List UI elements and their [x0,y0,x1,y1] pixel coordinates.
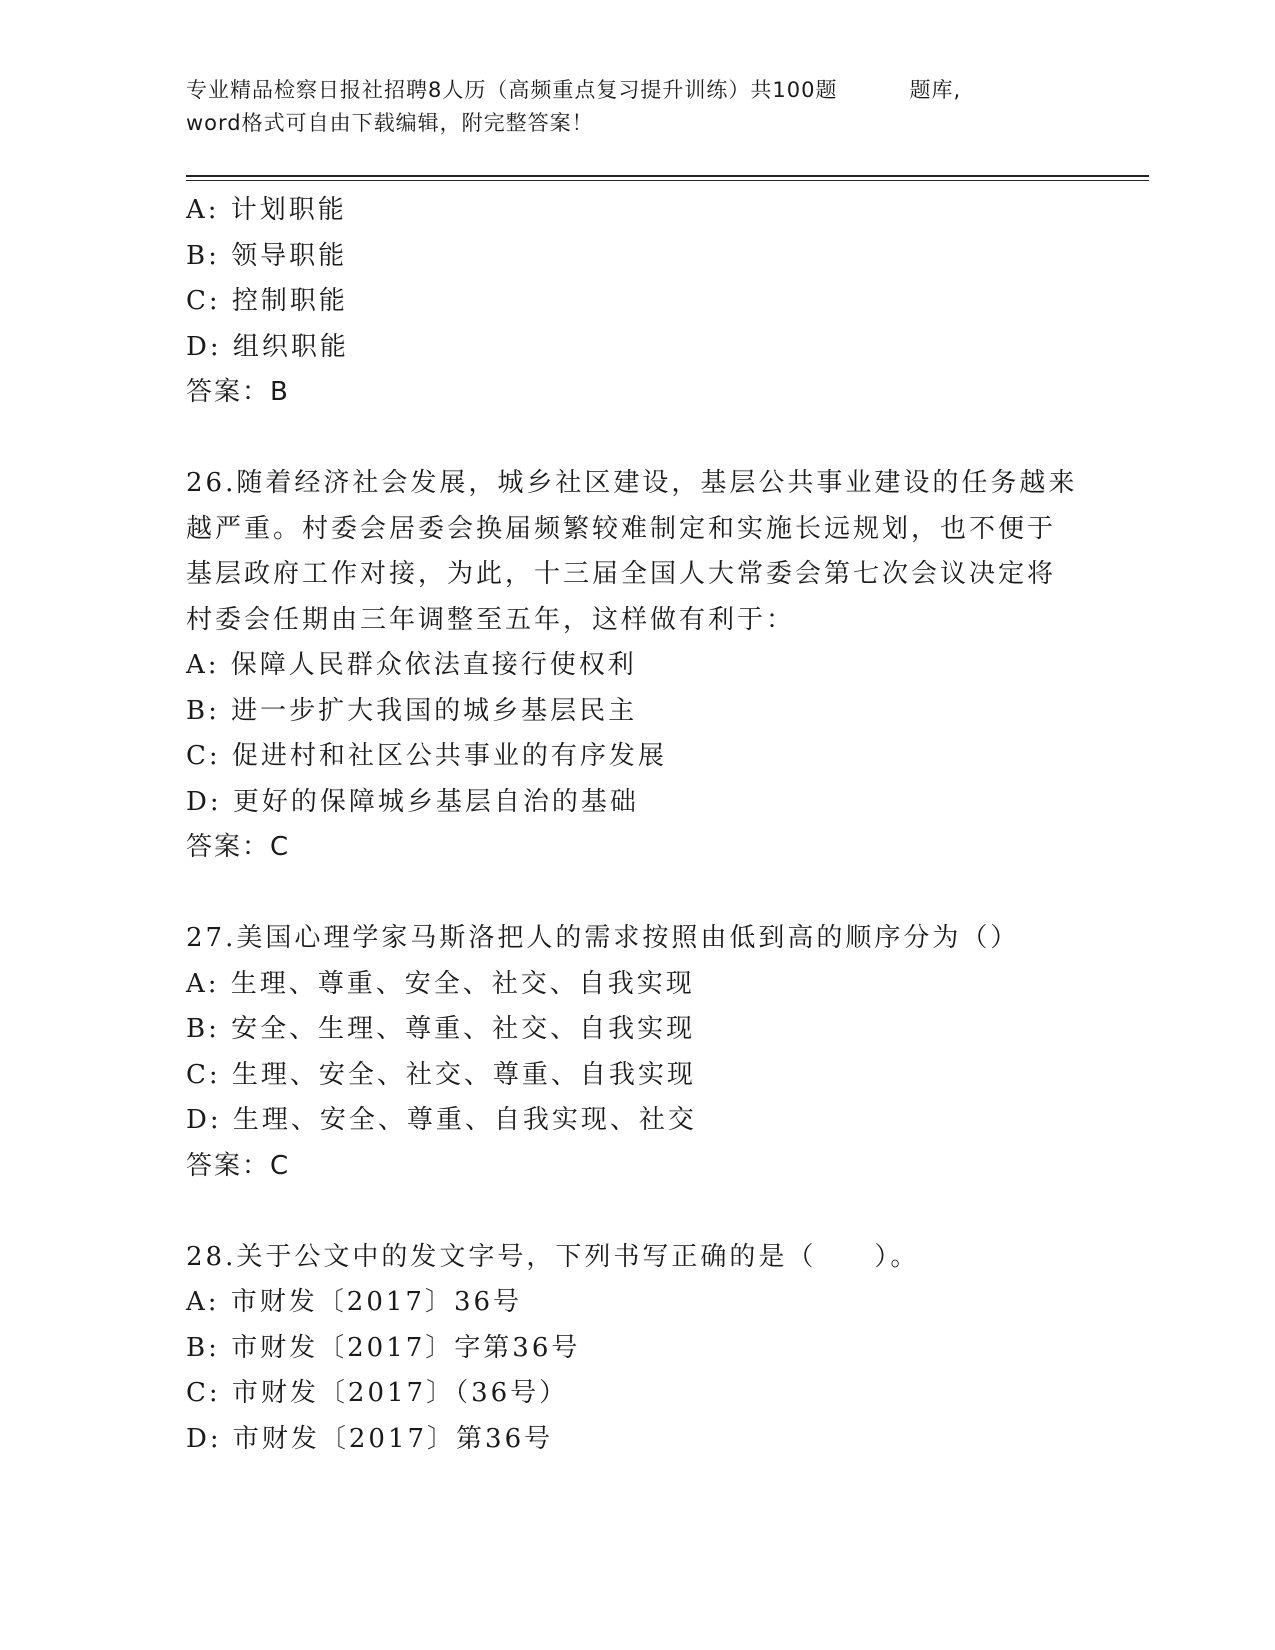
question-stem-line: 27.美国心理学家马斯洛把人的需求按照由低到高的顺序分为（） [186,923,1020,953]
question-list [186,188,1086,1462]
header-suffix: 题库, [909,78,962,102]
question-26 [186,461,1086,871]
question-25 [186,188,1086,416]
header-divider-thick [186,175,1149,177]
question-stem-line: 越严重。村委会居委会换届频繁较难制定和实施长远规划，也不便于 [186,513,1057,544]
option-a: A: 计划职能 [186,195,347,225]
question-stem-line: 28.关于公文中的发文字号，下列书写正确的是（ ）。 [186,1241,920,1272]
option-d: D: 更好的保障城乡基层自治的基础 [186,786,639,817]
document-header [186,74,1086,140]
option-c: C: 生理、安全、社交、尊重、自我实现 [186,1059,696,1090]
option-b: B: 市财发〔2017〕字第36号 [186,1332,581,1363]
answer: 答案：C [186,832,291,862]
header-line-1 [186,74,1086,107]
header-divider-thin [186,180,1149,181]
option-c: C: 控制职能 [186,286,348,316]
answer: 答案：C [186,1150,291,1181]
option-a: A: 市财发〔2017〕36号 [186,1287,523,1317]
header-title: 专业精品检察日报社招聘8人历（高频重点复习提升训练）共100题 [186,78,838,102]
header-line-2: word格式可自由下载编辑，附完整答案！ [186,111,594,135]
answer: 答案：B [186,377,290,407]
option-a: A: 保障人民群众依法直接行使权利 [186,650,637,680]
question-28 [186,1235,1086,1463]
option-b: B: 进一步扩大我国的城乡基层民主 [186,695,638,726]
question-27 [186,916,1086,1189]
option-b: B: 领导职能 [186,240,348,271]
option-c: C: 市财发〔2017〕（36号） [186,1378,569,1408]
question-stem-line: 村委会任期由三年调整至五年，这样做有利于： [186,604,796,635]
question-stem-line: 基层政府工作对接，为此，十三届全国人大常委会第七次会议决定将 [186,559,1057,589]
option-d: D: 市财发〔2017〕第36号 [186,1423,554,1454]
option-b: B: 安全、生理、尊重、社交、自我实现 [186,1014,696,1044]
option-d: D: 组织职能 [186,331,349,362]
question-stem-line: 26.随着经济社会发展，城乡社区建设，基层公共事业建设的任务越来 [186,468,1078,498]
option-a: A: 生理、尊重、安全、社交、自我实现 [186,968,695,999]
option-c: C: 促进村和社区公共事业的有序发展 [186,741,667,771]
option-d: D: 生理、安全、尊重、自我实现、社交 [186,1105,697,1135]
